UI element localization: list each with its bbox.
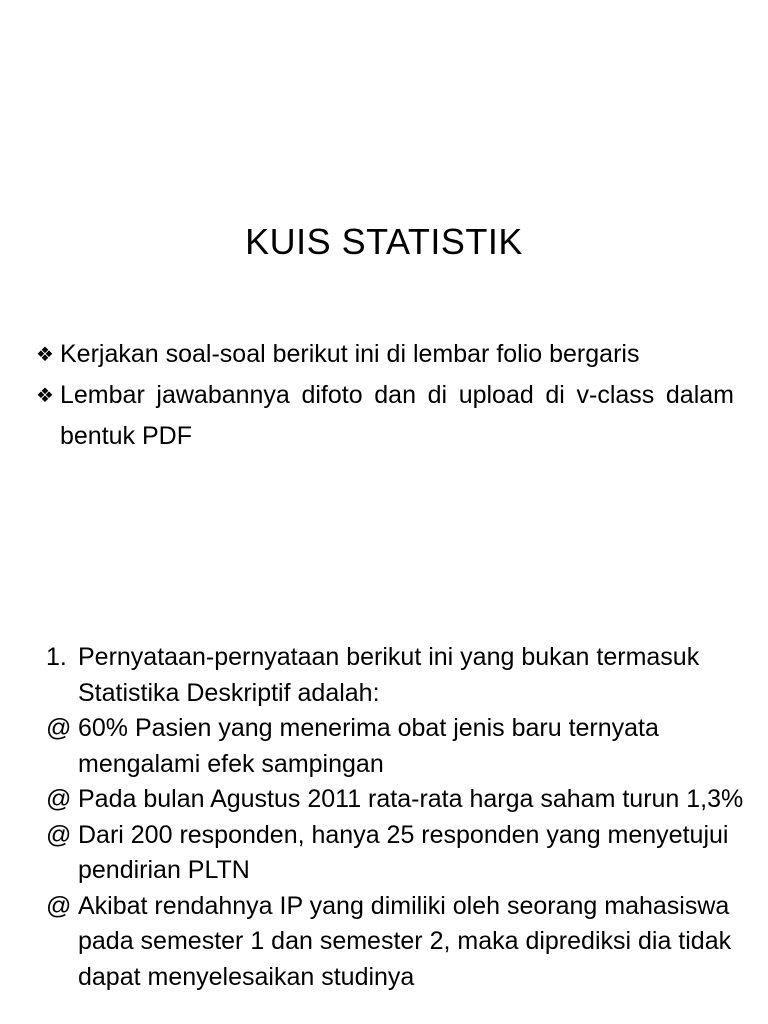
instruction-text: Lembar jawabannya difoto dan di upload di v-class dalam bentuk PDF [60,381,734,450]
option-marker: @ [46,785,72,813]
option-text: 60% Pasien yang menerima obat jenis baru ternyata mengalami efek sampingan [78,714,659,778]
instruction-item [36,334,734,375]
diamond-bullet-icon: ❖ [36,342,54,366]
option-marker: @ [46,820,72,849]
instruction-text: Kerjakan soal-soal berikut ini di lembar folio bergaris [60,340,640,368]
option-text: Akibat rendahnya IP yang dimiliki oleh seorang mahasiswa pada semester 1 dan semester 2, maka diprediksi dia tidak dapat menyelesaikan studinya [78,891,732,991]
instruction-list [36,334,734,457]
answer-option [46,889,746,996]
question-block [46,640,746,995]
question-text: Pernyataan-pernyataan berikut ini yang bukan termasuk Statistika Deskriptif adalah: [78,643,700,707]
question-number: 1. [46,643,67,671]
question-stem [46,640,746,711]
option-text: Dari 200 responden, hanya 25 responden yang menyetujui pendirian PLTN [78,820,729,884]
option-marker: @ [46,891,72,920]
answer-option [46,818,746,889]
answer-option [46,711,746,782]
diamond-bullet-icon: ❖ [36,383,54,407]
answer-option [46,782,746,818]
instruction-item [36,375,734,457]
page-title: KUIS STATISTIK [245,221,523,262]
option-text: Pada bulan Agustus 2011 rata-rata harga saham turun 1,3% [78,785,744,813]
option-marker: @ [46,714,72,742]
